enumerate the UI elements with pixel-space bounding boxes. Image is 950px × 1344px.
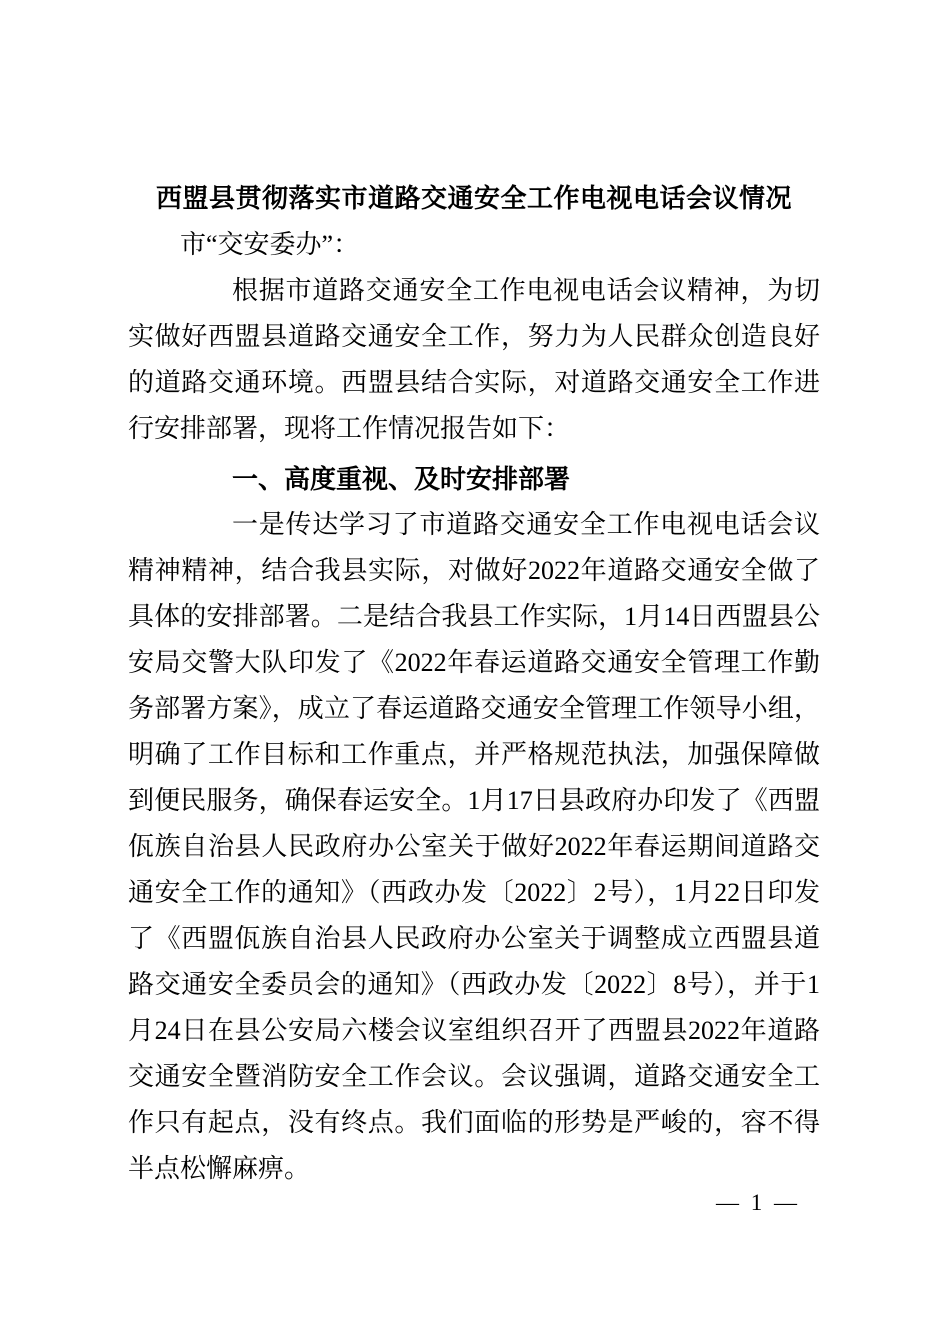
section-heading-1: 一、高度重视、及时安排部署 (232, 464, 571, 494)
paragraph-intro: 根据市道路交通安全工作电视电话会议精神，为切实做好西盟县道路交通安全工作，努力为人民群众创造良好的道路交通环境。西盟县结合实际，对道路交通安全工作进行安排部署，现将工作情况报告如下： (128, 276, 820, 443)
paragraph-section-1: 一是传达学习了市道路交通安全工作电视电话会议精神精神，结合我县实际，对做好2022年道路交通安全做了具体的安排部署。二是结合我县工作实际，1月14日西盟县公安局交警大队印发了《2022年春运道路交通安全管理工作勤务部署方案》，成立了春运道路交通安全管理工作领导小组，明确了工作目标和工作重点，并严格规范执法，加强保障做到便民服务，确保春运安全。1月17日县政府办印发了《西盟佤族自治县人民政府办公室关于做好2022年春运期间道路交通安全工作的通知》（西政办发〔2022〕2号），1月22日印发了《西盟佤族自治县人民政府办公室关于调整成立西盟县道路交通安全委员会的通知》（西政办发〔2022〕8号），并于1月24日在县公安局六楼会议室组织召开了西盟县2022年道路交通安全暨消防安全工作会议。会议强调，道路交通安全工作只有起点，没有终点。我们面临的形势是严峻的，容不得半点松懈麻痹。 (128, 510, 820, 1183)
salutation: 市“交安委办”： (180, 230, 360, 259)
document-title: 西盟县贯彻落实市道路交通安全工作电视电话会议情况 (155, 184, 792, 213)
page-number: — 1 — (716, 1190, 800, 1215)
document-body (128, 176, 820, 1192)
